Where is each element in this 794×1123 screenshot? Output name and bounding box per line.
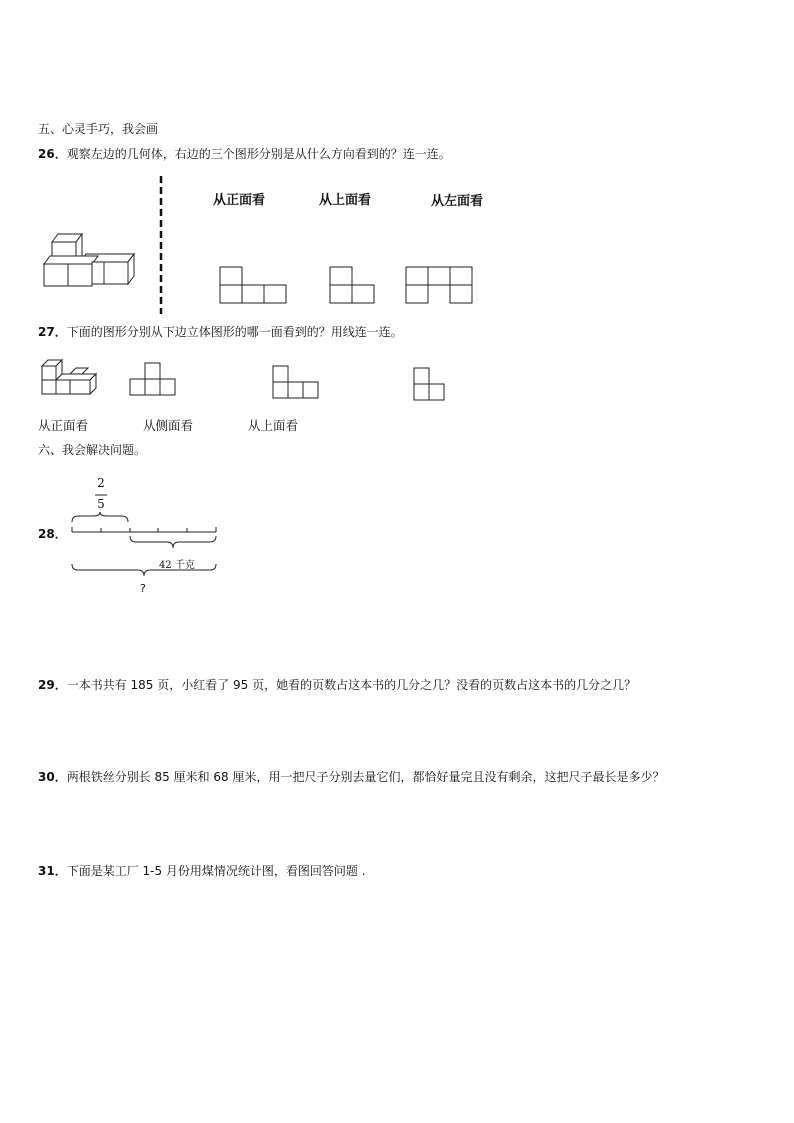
- q28-weight-label: 42 千克: [159, 560, 195, 571]
- question-30: [38, 770, 665, 784]
- q26-view-shape-1: [219, 266, 289, 306]
- q26-dashed-divider: [159, 176, 163, 316]
- q26-solid-figure: [40, 228, 140, 290]
- q26-view-label-top: 从上面看: [319, 193, 372, 208]
- q28-fraction-numerator: 2: [97, 476, 105, 490]
- question-30-text: 两根铁丝分别长 85 厘米和 68 厘米，用一把尺子分别去量它们，都恰好量完且没有剩余，这把尺子最长是多少？: [66, 770, 665, 784]
- q27-solid-figure: [40, 358, 102, 400]
- q26-view-label-left: 从左面看: [431, 194, 484, 209]
- question-29: [38, 678, 636, 692]
- q28-segment-diagram: [68, 512, 220, 578]
- question-29-number: 29．: [38, 678, 67, 692]
- q27-view-label-side: 从侧面看: [143, 418, 194, 433]
- question-29-text: 一本书共有 185 页，小红看了 95 页，她看的页数占这本书的几分之几？没看的页数占这本书的几分之几？: [66, 678, 637, 692]
- section-5-heading: 五、心灵手巧，我会画: [38, 122, 159, 136]
- question-31-number: 31．: [38, 864, 67, 878]
- question-30-number: 30．: [38, 770, 67, 784]
- q27-view-shape-2: [272, 365, 322, 405]
- q26-view-shape-2: [329, 266, 377, 306]
- question-27-text: 下面的图形分别从下边立体图形的哪一面看到的？用线连一连。: [66, 325, 403, 339]
- section-6-heading: 六、我会解决问题。: [38, 443, 147, 457]
- question-31: [38, 864, 366, 878]
- q27-view-label-top: 从上面看: [248, 418, 299, 433]
- q27-view-shape-1: [129, 362, 179, 402]
- question-27: [38, 325, 403, 339]
- question-27-number: 27．: [38, 325, 67, 339]
- question-28-number: 28．: [38, 527, 67, 541]
- q28-fraction-bar: [95, 494, 109, 496]
- question-31-text: 下面是某工厂 1-5 月份用煤情况统计图，看图回答问题 .: [66, 864, 366, 878]
- q27-view-label-front: 从正面看: [38, 418, 89, 433]
- question-26-text: 观察左边的几何体，右边的三个图形分别是从什么方向看到的？连一连。: [66, 147, 451, 161]
- q26-view-label-front: 从正面看: [213, 193, 266, 208]
- question-26-number: 26．: [38, 147, 67, 161]
- question-26: [38, 147, 451, 161]
- q28-fraction-denominator: 5: [97, 497, 105, 511]
- q26-view-shape-3: [405, 266, 475, 306]
- q27-view-shape-3: [413, 367, 449, 407]
- q28-unknown-label: ?: [140, 582, 146, 595]
